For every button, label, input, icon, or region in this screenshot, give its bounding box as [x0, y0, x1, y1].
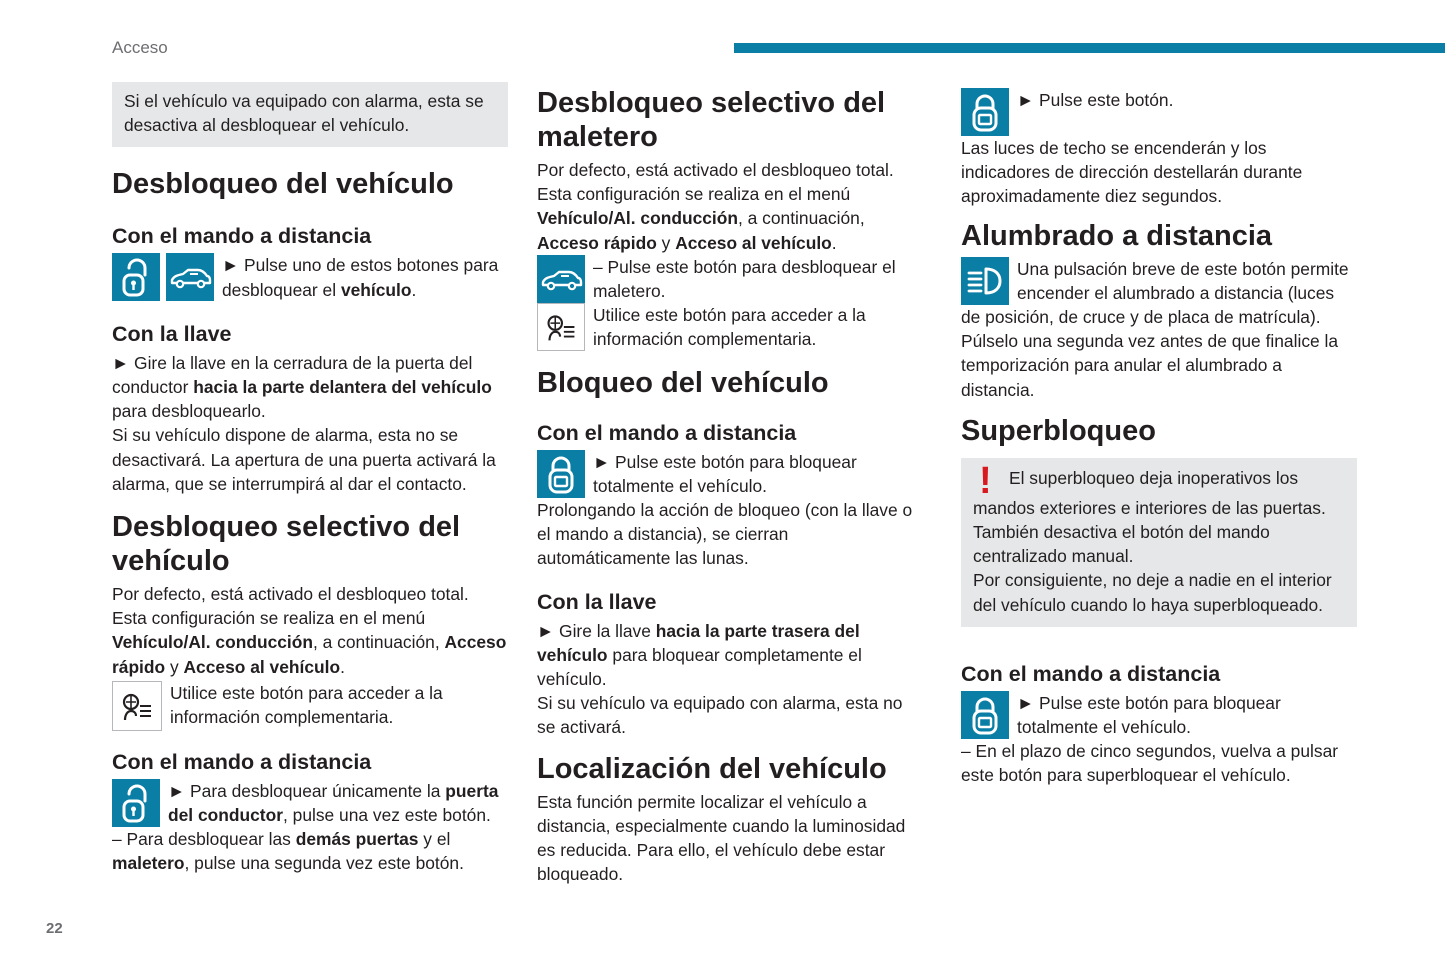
- car-trunk-icon: [166, 253, 214, 301]
- trunk-button-row: [537, 255, 917, 303]
- driver-door-text: ► Para desbloquear únicamente la puerta del conductor, pulse una vez este botón.: [168, 780, 499, 826]
- lighting-icon: [961, 257, 1009, 305]
- superlock-button-row: [961, 691, 1357, 739]
- lock-prolong-text: Prolongando la acción de bloqueo (con la llave o el mando a distancia), se cierran automáticamente las lunas.: [537, 500, 913, 569]
- warning-exclamation-icon: !: [979, 459, 992, 502]
- heading-with-key-2: Con la llave: [537, 589, 657, 614]
- lighting-block: [961, 257, 1357, 330]
- heading-selective-unlock-trunk: Desbloqueo selectivo del maletero: [537, 87, 886, 153]
- heading-remote-control: Con el mando a distancia: [112, 224, 372, 249]
- lighting-text: Una pulsación breve de este botón permite encender el alumbrado a distancia (luces de posición, de cruce y de placa de matrícula).: [961, 258, 1349, 328]
- heading-with-key: Con la llave: [112, 321, 232, 346]
- unlock-icon: [112, 779, 160, 827]
- warning-text-2: También desactiva el botón del mando centralizado manual.: [973, 522, 1270, 567]
- car-trunk-icon: [537, 255, 585, 303]
- warning-text-1: ! El superbloqueo deja inoperativos los mandos exteriores e interiores de las puertas.: [973, 459, 1326, 518]
- unlock-icon: [112, 253, 160, 301]
- lock-icon: [537, 450, 585, 498]
- driver-door-block: [112, 779, 508, 827]
- heading-selective-unlock-vehicle: Desbloqueo selectivo del vehículo: [112, 511, 461, 578]
- alarm-note-text: Si el vehículo va equipado con alarma, esta se desactiva al desbloquear el vehículo.: [124, 91, 484, 136]
- superlock-repeat-text: – En el plazo de cinco segundos, vuelva a pulsar este botón para superbloquear el vehículo.: [961, 741, 1339, 786]
- page-number: 22: [46, 920, 63, 937]
- heading-lock-vehicle: Bloqueo del vehículo: [537, 366, 829, 399]
- key-alarm-text: Si su vehículo dispone de alarma, esta no se desactivará. La apertura de una puerta activará la alarma, que se interrumpirá al dar el contacto.: [112, 425, 496, 494]
- info-person-icon: [537, 303, 585, 351]
- press-button-text: ► Pulse este botón.: [1017, 90, 1174, 110]
- key-unlock-text: ► Gire la llave en la cerradura de la puerta del conductor hacia la parte delantera del vehículo para desbloquearlo.: [112, 352, 492, 422]
- lighting-cancel-text: Púlselo una segunda vez antes de que finalice la temporización para anular el alumbrado a distancia.: [961, 331, 1339, 400]
- key-lock-alarm-text: Si su vehículo va equipado con alarma, esta no se activará.: [537, 693, 903, 738]
- selective-config-text: Por defecto, está activado el desbloqueo total. Esta configuración se realiza en el menú Vehículo/Al. conducción, a continuación, Acceso rápido y Acceso al vehículo.: [112, 584, 507, 677]
- heading-superlock: Superbloqueo: [961, 414, 1156, 447]
- heading-remote-lighting: Alumbrado a distancia: [961, 219, 1273, 252]
- column-3: [961, 88, 1357, 788]
- superlock-warning-box: [961, 458, 1357, 627]
- other-doors-text: – Para desbloquear las demás puertas y el maletero, pulse una segunda vez este botón.: [112, 829, 464, 874]
- heading-remote-control-4: Con el mando a distancia: [961, 661, 1221, 686]
- trunk-button-text: – Pulse este botón para desbloquear el maletero.: [593, 256, 896, 302]
- lock-button-row: [537, 450, 917, 498]
- header-accent-bar: [734, 43, 1445, 53]
- lock-button-text: ► Pulse este botón para bloquear totalmente el vehículo.: [593, 451, 857, 496]
- lights-flash-text: Las luces de techo se encenderán y los indicadores de dirección destellarán durante aproximadamente diez segundos.: [961, 138, 1303, 207]
- trunk-info-row: [537, 303, 917, 351]
- heading-remote-control-2: Con el mando a distancia: [112, 749, 372, 774]
- column-1: [112, 82, 508, 876]
- trunk-config-text: Por defecto, está activado el desbloqueo total. Esta configuración se realiza en el menú Vehículo/Al. conducción, a continuación, Acceso rápido y Acceso al vehículo.: [537, 160, 894, 253]
- selective-info-row: [112, 681, 508, 731]
- heading-locate-vehicle: Localización del vehículo: [537, 752, 887, 785]
- remote-unlock-text: ► Pulse uno de estos botones para desbloquear el vehículo.: [222, 255, 499, 300]
- superlock-button-text: ► Pulse este botón para bloquear totalmente el vehículo.: [1017, 692, 1281, 738]
- alarm-note-box: [112, 82, 508, 147]
- column-2: [537, 86, 917, 886]
- remote-unlock-row: [112, 253, 508, 301]
- heading-remote-control-3: Con el mando a distancia: [537, 420, 797, 445]
- locate-text: Esta función permite localizar el vehículo a distancia, especialmente cuando la luminosidad es reducida. Para ello, el vehículo debe estar bloqueado.: [537, 791, 906, 885]
- selective-info-text: Utilice este botón para acceder a la información complementaria.: [170, 682, 443, 728]
- header-section-label: Acceso: [112, 38, 168, 57]
- info-person-icon: [112, 681, 162, 731]
- trunk-info-text: Utilice este botón para acceder a la información complementaria.: [593, 305, 866, 350]
- lock-icon: [961, 88, 1009, 136]
- key-lock-text: ► Gire la llave hacia la parte trasera del vehículo para bloquear completamente el vehículo.: [537, 620, 862, 690]
- heading-unlock-vehicle: Desbloqueo del vehículo: [112, 168, 454, 201]
- warning-text-3: Por consiguiente, no deje a nadie en el interior del vehículo cuando lo haya superbloqueado.: [973, 570, 1332, 615]
- press-button-row: [961, 88, 1357, 136]
- lock-icon: [961, 691, 1009, 739]
